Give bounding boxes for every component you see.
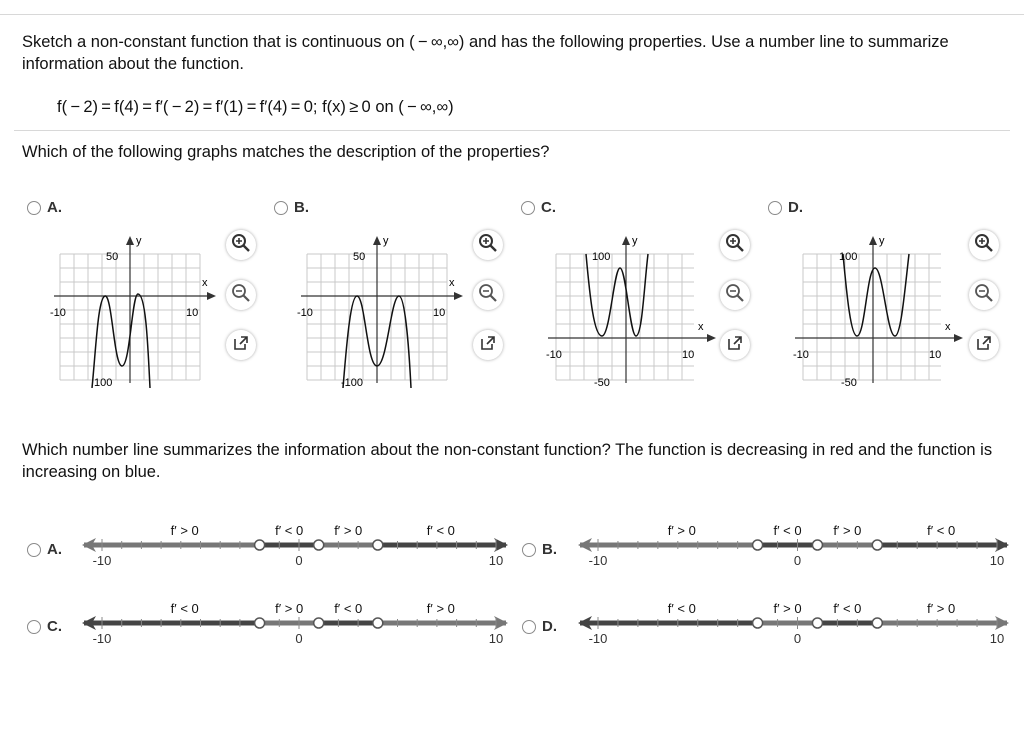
derivative-sign-label: f′ > 0 [275,601,304,616]
zoom-out-button-d[interactable] [969,280,999,310]
graph-b [297,228,467,388]
y-tick-top: 50 [106,251,119,263]
zoom-out-icon [974,283,994,308]
grid [556,254,694,380]
x-axis-label: x [449,277,455,289]
derivative-sign-label: f′ > 0 [833,523,862,538]
tick-label: -10 [92,631,112,646]
graph-option-b-label: B. [294,199,309,216]
zoom-in-icon [231,233,251,258]
zoom-in-icon [725,233,745,258]
zoom-in-button-b[interactable] [473,230,503,260]
derivative-sign-label: f′ > 0 [667,523,696,538]
x-axis-label: x [202,277,208,289]
derivative-sign-label: f′ < 0 [275,523,304,538]
graph-a [50,228,220,388]
zoom-out-button-b[interactable] [473,280,503,310]
numberline-b [576,517,1011,573]
numberline-question-prompt: Which number line summarizes the information about the non-constant function? The function is decreasing in red and the function is increasing on blue. [22,441,993,481]
popout-icon [726,334,744,357]
critical-point [753,540,763,550]
numberline-d [576,595,1011,651]
numberline-option-d-label: D. [542,618,557,635]
x-tick-min: -10 [50,307,66,319]
y-tick-top: 50 [353,251,366,263]
y-axis-label: y [136,235,142,247]
y-axis-label: y [879,235,885,247]
popout-button-a[interactable] [226,330,256,360]
tick-label: 10 [488,553,504,568]
tick-label: 0 [793,553,802,568]
graph-question-prompt: Which of the following graphs matches the description of the properties? [22,143,550,161]
derivative-sign-label: f′ < 0 [170,601,199,616]
section-divider [14,130,1010,131]
popout-icon [479,334,497,357]
y-axis-label: y [632,235,638,247]
derivative-sign-label: f′ > 0 [426,601,455,616]
radio-numberline-d[interactable] [522,620,536,634]
critical-point [812,540,822,550]
critical-point [872,618,882,628]
radio-graph-d[interactable] [768,201,782,215]
popout-icon [232,334,250,357]
tick-label: 10 [989,553,1005,568]
derivative-sign-label: f′ > 0 [170,523,199,538]
graph-option-a-label: A. [47,199,62,216]
popout-icon [975,334,993,357]
popout-button-b[interactable] [473,330,503,360]
tick-label: -10 [588,631,608,646]
zoom-in-icon [478,233,498,258]
x-tick-max: 10 [682,349,695,361]
derivative-sign-label: f′ < 0 [667,601,696,616]
y-tick-bottom: -50 [841,377,857,388]
derivative-sign-label: f′ < 0 [334,601,363,616]
numberline-option-a-label: A. [47,541,62,558]
critical-point [255,540,265,550]
derivative-sign-label: f′ > 0 [773,601,802,616]
zoom-in-button-d[interactable] [969,230,999,260]
zoom-out-button-a[interactable] [226,280,256,310]
x-tick-min: -10 [297,307,313,319]
tick-label: 0 [295,631,303,646]
derivative-sign-label: f′ < 0 [773,523,802,538]
zoom-out-icon [231,283,251,308]
derivative-sign-label: f′ < 0 [927,523,956,538]
y-axis-label: y [383,235,389,247]
numberline-option-c-label: C. [47,618,62,635]
x-tick-min: -10 [793,349,809,361]
y-tick-bottom: 100 [94,377,113,388]
radio-graph-c[interactable] [521,201,535,215]
numberline-a [80,517,510,573]
radio-numberline-a[interactable] [27,543,41,557]
radio-numberline-b[interactable] [522,543,536,557]
popout-button-d[interactable] [969,330,999,360]
zoom-in-button-a[interactable] [226,230,256,260]
radio-numberline-c[interactable] [27,620,41,634]
critical-point [373,618,383,628]
top-divider [0,14,1024,15]
derivative-sign-label: f′ < 0 [426,523,455,538]
graph-c [544,228,719,388]
y-tick-top: 100 [592,251,611,263]
x-tick-max: 10 [929,349,942,361]
graph-option-d-label: D. [788,199,803,216]
numberline-c [80,595,510,651]
derivative-sign-label: f′ < 0 [833,601,862,616]
tick-label: 10 [488,631,504,646]
zoom-out-icon [725,283,745,308]
critical-point [872,540,882,550]
x-axis-label: x [945,321,951,333]
tick-label: 0 [793,631,802,646]
critical-point [314,540,324,550]
properties-text: f( − 2) = f(4) = f′( − 2) = f′(1) = f′(4) = 0; f(x) ≥ 0 on ( − ∞,∞) [57,98,454,116]
y-tick-top: 100 [839,251,858,263]
zoom-in-icon [974,233,994,258]
tick-label: 10 [989,631,1005,646]
graph-d [791,228,966,388]
critical-point [373,540,383,550]
x-tick-max: 10 [433,307,446,319]
tick-label: -10 [92,553,112,568]
derivative-sign-label: f′ > 0 [334,523,363,538]
question-intro: Sketch a non-constant function that is continuous on ( − ∞,∞) and has the following properties. Use a number line to summarize information about the function. [22,33,949,73]
critical-point [314,618,324,628]
graph-option-c-label: C. [541,199,556,216]
y-tick-bottom: -100 [341,377,364,388]
critical-point [753,618,763,628]
popout-button-c[interactable] [720,330,750,360]
critical-point [812,618,822,628]
numberline-option-b-label: B. [542,541,557,558]
radio-graph-a[interactable] [27,201,41,215]
zoom-in-button-c[interactable] [720,230,750,260]
x-tick-min: -10 [546,349,562,361]
derivative-sign-label: f′ > 0 [927,601,956,616]
critical-point [255,618,265,628]
zoom-out-icon [478,283,498,308]
tick-label: 0 [295,553,303,568]
zoom-out-button-c[interactable] [720,280,750,310]
tick-label: -10 [588,553,608,568]
x-tick-max: 10 [186,307,199,319]
y-tick-bottom: -50 [594,377,610,388]
x-axis-label: x [698,321,704,333]
radio-graph-b[interactable] [274,201,288,215]
